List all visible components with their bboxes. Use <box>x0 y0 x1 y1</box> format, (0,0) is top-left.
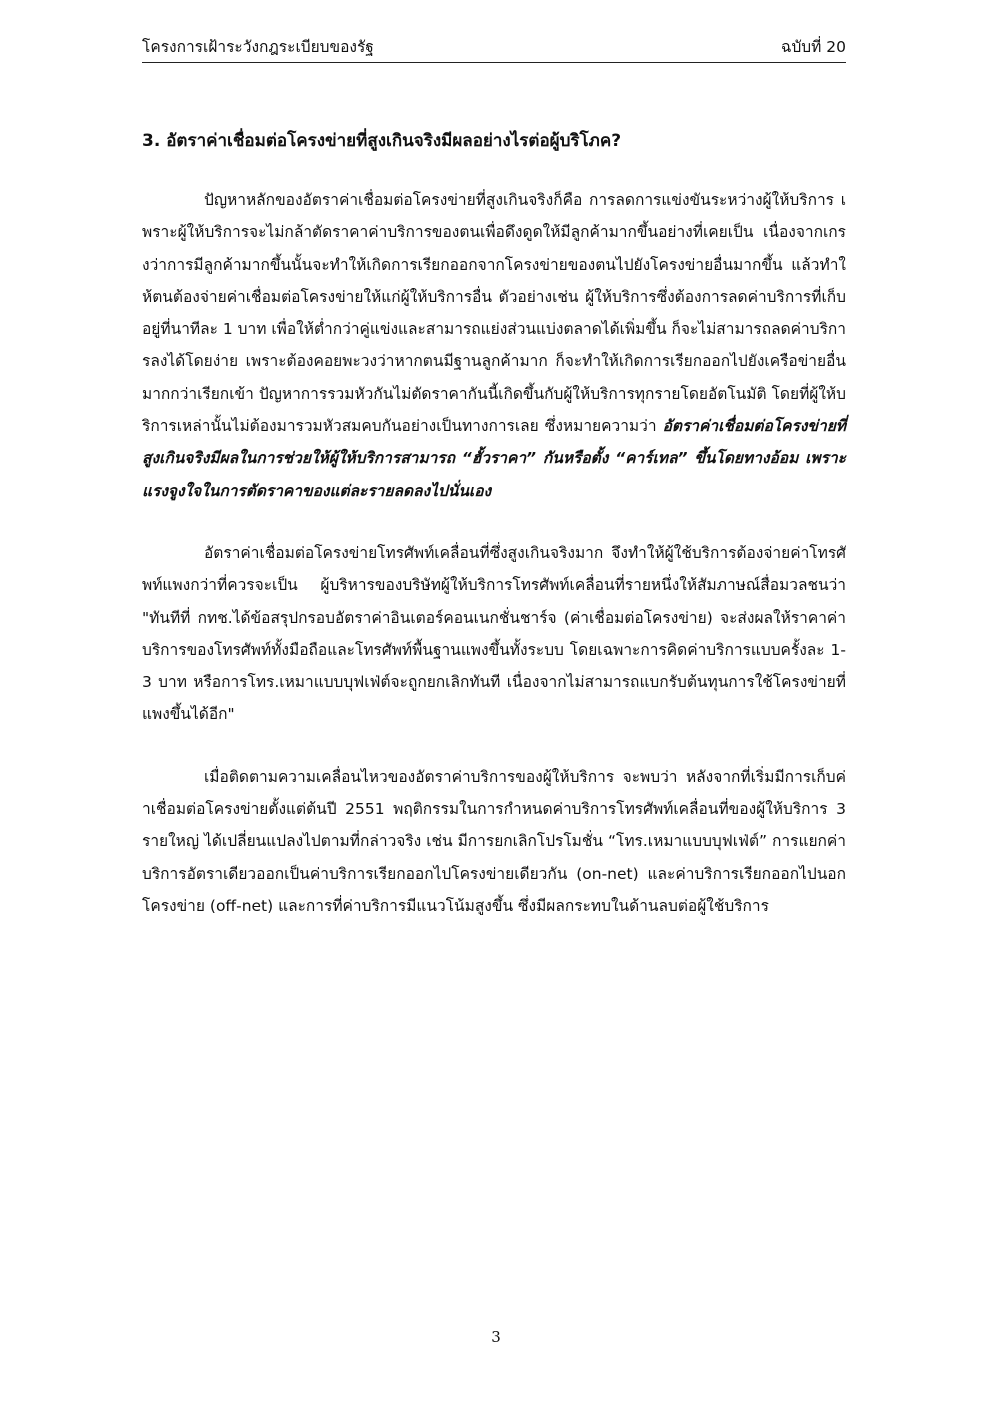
paragraph-2: อัตราค่าเชื่อมต่อโครงข่ายโทรศัพท์เคลื่อนที่ซึ่งสูงเกินจริงมาก จึงทำให้ผู้ใช้บริการต้องจ่ายค่าโทรศัพท์แพงกว่าที่ควรจะเป็น ผู้บริหารของบริษัทผู้ให้บริการโทรศัพท์เคลื่อนที่รายหนึ่งให้สัมภาษณ์สื่อมวลชนว่า "ทันทีที่ กทช.ได้ข้อสรุปกรอบอัตราค่าอินเตอร์คอนเนกชั่นชาร์จ (ค่าเชื่อมต่อโครงข่าย) จะส่งผลให้ราคาค่าบริการของโทรศัพท์ทั้งมือถือและโทรศัพท์พื้นฐานแพงขึ้นทั้งระบบ โดยเฉพาะการคิดค่าบริการแบบครั้งละ 1-3 บาท หรือการโทร.เหมาแบบบุฟเฟ่ต์จะถูกยกเลิกทันที เนื่องจากไม่สามารถแบกรับต้นทุนการใช้โครงข่ายที่แพงขึ้นได้อีก" <box>142 543 846 724</box>
paragraph-spacer <box>142 731 846 761</box>
page-number: 3 <box>491 1328 501 1346</box>
paragraph-1-text: ปัญหาหลักของอัตราค่าเชื่อมต่อโครงข่ายที่สูงเกินจริงก็คือ การลดการแข่งขันระหว่างผู้ให้บริการ เพราะผู้ให้บริการจะไม่กล้าตัดราคาค่าบริการของตนเพื่อดึงดูดให้มีลูกค้ามากขึ้นอย่างที่เคยเป็น เนื่องจากเกรงว่าการมีลูกค้ามากขึ้นนั้นจะทำให้เกิดการเรียกออกจากโครงข่ายของตนไปยังโครงข่ายอื่นมากขึ้น แล้วทำให้ตนต้องจ่ายค่าเชื่อมต่อโครงข่ายให้แก่ผู้ให้บริการอื่น ตัวอย่างเช่น ผู้ให้บริการซึ่งต้องการลดค่าบริการที่เก็บอยู่ที่นาทีละ 1 บาท เพื่อให้ต่ำกว่าคู่แข่งและสามารถแย่งส่วนแบ่งตลาดได้เพิ่มขึ้น ก็จะไม่สามารถลดค่าบริการลงได้โดยง่าย เพราะต้องคอยพะวงว่าหากตนมีฐานลูกค้ามาก ก็จะทำให้เกิดการเรียกออกไปยังเครือข่ายอื่นมากกว่าเรียกเข้า ปัญหาการรวมหัวกันไม่ตัดราคากันนี้เกิดขึ้นกับผู้ให้บริการทุกรายโดยอัตโนมัติ โดยที่ผู้ให้บริการเหล่านั้นไม่ต้องมารวมหัวสมคบกันอย่างเป็นทางการเลย ซึ่งหมายความว่า <box>142 191 846 436</box>
header-project-title: โครงการเฝ้าระวังกฎระเบียบของรัฐ <box>142 38 374 56</box>
paragraph-3: เมื่อติดตามความเคลื่อนไหวของอัตราค่าบริการของผู้ให้บริการ จะพบว่า หลังจากที่เริ่มมีการเก็บค่าเชื่อมต่อโครงข่ายตั้งแต่ต้นปี 2551 พฤติกรรมในการกำหนดค่าบริการโทรศัพท์เคลื่อนที่ของผู้ให้บริการ 3 รายใหญ่ ได้เปลี่ยนแปลงไปตามที่กล่าวจริง เช่น มีการยกเลิกโปรโมชั่น “โทร.เหมาแบบบุฟเฟ่ต์” การแยกค่าบริการอัตราเดียวออกเป็นค่าบริการเรียกออกไปโครงข่ายเดียวกัน (on-net) และค่าบริการเรียกออกไปนอกโครงข่าย (off-net) และการที่ค่าบริการมีแนวโน้มสูงขึ้น ซึ่งมีผลกระทบในด้านลบต่อผู้ใช้บริการ <box>142 767 846 915</box>
page-body <box>142 124 846 922</box>
paragraph-spacer <box>142 507 846 537</box>
paragraph-1-emphasis: อัตราค่าเชื่อมต่อโครงข่ายที่สูงเกินจริงมีผลในการช่วยให้ผู้ให้บริการสามารถ “ฮั้วราคา” กันหรือตั้ง “คาร์เทล” ขึ้นโดยทางอ้อม เพราะแรงจูงใจในการตัดราคาของแต่ละรายลดลงไปนั่นเอง <box>142 417 846 500</box>
page-header <box>142 32 846 63</box>
header-issue-number: ฉบับที่ 20 <box>780 38 846 56</box>
section-heading: 3. อัตราค่าเชื่อมต่อโครงข่ายที่สูงเกินจริงมีผลอย่างไรต่อผู้บริโภค? <box>142 131 622 151</box>
paragraph-1 <box>142 184 846 507</box>
